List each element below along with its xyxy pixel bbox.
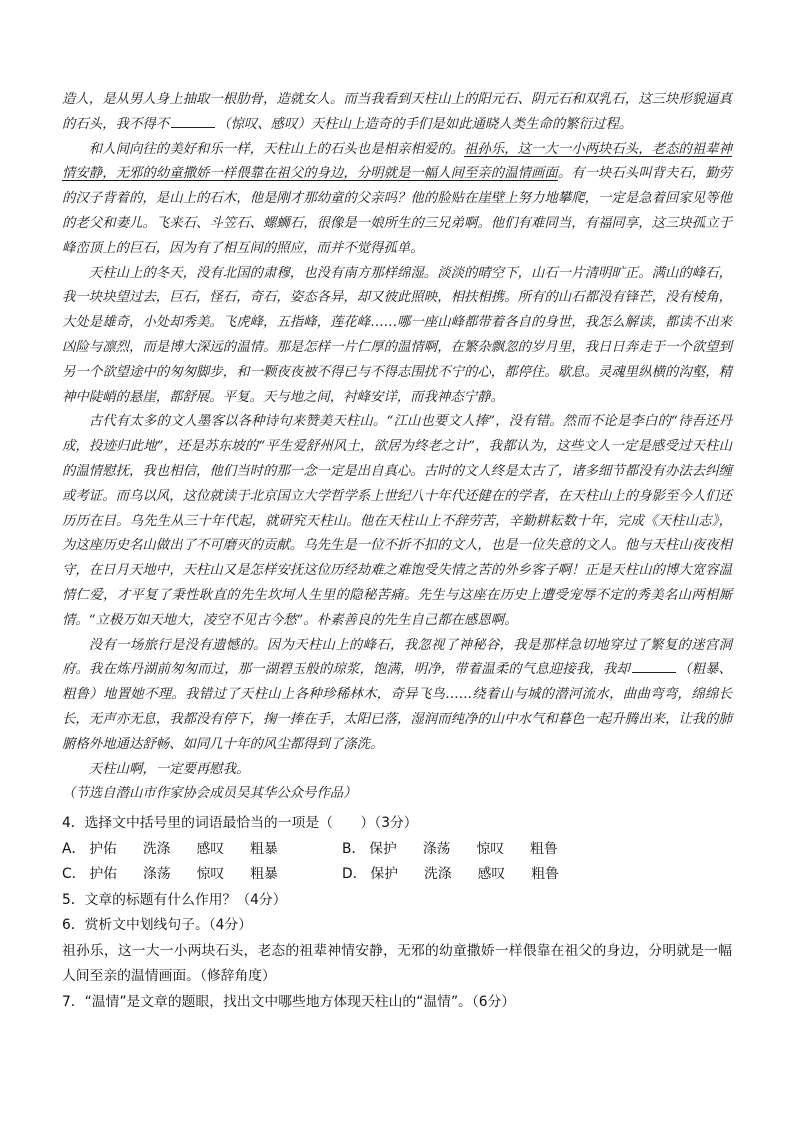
paragraph-4: 古代有太多的文人墨客以各种诗句来赞美天柱山。“江山也要文人捧”，没有错。然而不论是李白的“待吾还丹成，投迹归此地”，还是苏东坡的“平生爱舒州风土，欲居为终老之计”，我都认为，这些文人一定是感受过天柱山的温情慰抚，我也相信，他们当时的那一念一定是出自真心。古时的文人终是太古了，诸多细节都没有办法去纠缠或考证。而乌以风，这位就读于北京国立大学哲学系上世纪八十年代还健在的学者，在天柱山上的身影至今人们还历历在目。乌先生从三十年代起，就研究天柱山。他在天柱山上不辞劳苦，辛勤耕耘数十年，完成《天柱山志》，为这座历史名山做出了不可磨灭的贡献。乌先生是一位不折不扣的文人，也是一位失意的文人。他与天柱山夜夜相守，在日月天地中，天柱山又是怎样安抚这位历经劫难之难饱受失情之苦的外乡客子啊！正是天柱山的博大宽容温情仁爱，才平复了秉性耿直的先生坎坷人生里的隐秘苦痛。先生与这座在历史上遭受宠辱不定的秀美名山两相厮情。“立极万如天地大，凌空不见古今愁”。朴素善良的先生自己都在感恩啊。 <box>62 414 732 628</box>
paragraph-text: 。有一块石头叫背夫石，勤劳的汉子背着的，是山上的石木，他是刚才那幼童的父亲吗？他的脸贴在崖壁上努力地攀爬，一定是急着回家见等他的老父和妻儿。飞来石、斗笠石、螺蛳石，很像是一娘所生的三兄弟啊。他们有难同当，有福同享，这三块孤立于峰峦顶上的巨石，因为有了相互间的照应，而并不觉得孤单。 <box>62 166 733 256</box>
passage <box>62 88 732 807</box>
option-letter: B． <box>342 840 366 857</box>
option-a[interactable] <box>62 837 342 863</box>
option-word: 惊叹 <box>196 866 225 883</box>
question-6: 6．赏析文中划线句子。（4分） <box>62 917 253 934</box>
underlined-sentence: 祖孙乐，这一大一小两块石头，老态的祖辈神情安静，无邪的幼童撒娇一样偎靠在祖父的身边，分明就是一幅人间至亲的温情画面 <box>62 141 733 182</box>
paragraph-text: （粗暴、粗鲁）地置她不理。我错过了天柱山上各种珍稀林木，奇异飞鸟……绕着山与城的潜河流水，曲曲弯弯，绵绵长长，无声亦无息，我都没有停下，掬一捧在手，太阳已落，湿润而纯净的山中水气和暮色一起升腾出来，让我的肺腑格外地通达舒畅、如同几十年的风尘都得到了涤洗。 <box>62 662 733 752</box>
paragraph-2 <box>62 138 732 262</box>
paragraph-text: 和人间向往的美好和乐一样，天柱山上的石头也是相亲相爱的。 <box>88 141 465 157</box>
option-b[interactable] <box>342 837 622 863</box>
answer-blank <box>632 660 676 673</box>
option-letter: C． <box>62 866 86 883</box>
option-letter: A． <box>62 840 86 857</box>
question-5: 5．文章的标题有什么作用？（4分） <box>62 891 287 908</box>
option-word: 感叹 <box>196 840 225 857</box>
options-row-1 <box>62 837 732 863</box>
paragraph-text: （惊叹、感叹）天柱山上造奇的手们是如此通晓人类生命的繁衍过程。 <box>217 116 633 132</box>
paragraph-text: 造人，是从男人身上抽取一根肋骨，造就女人。而当我看到天柱山上的阳元石、阴元石和双乳石，这三块形貌逼真的石头，我不得不 <box>62 92 732 132</box>
option-word: 保护 <box>369 840 397 857</box>
option-letter: D． <box>342 866 367 883</box>
paragraph-1 <box>62 88 732 138</box>
option-word: 涤荡 <box>143 866 171 883</box>
answer-blank <box>171 115 215 128</box>
option-word: 洗涤 <box>142 840 171 857</box>
option-word: 惊叹 <box>476 840 505 857</box>
questions <box>62 811 732 1015</box>
option-word: 洗涤 <box>424 866 452 883</box>
document-page <box>62 88 732 1015</box>
option-word: 感叹 <box>477 866 506 883</box>
option-c[interactable] <box>62 862 342 888</box>
paragraph-text: 没有一场旅行是没有遗憾的。因为天柱山上的峰石，我忽视了神秘谷，我是那样急切地穿过了繁复的迷宫洞府。我在炼丹湖前匆匆而过，那一湖碧玉般的琼浆，饱满，明净，带着温柔的气息迎接我，我却 <box>62 637 732 678</box>
option-word: 护佑 <box>89 866 118 883</box>
question-6-sentence: 祖孙乐，这一大一小两块石头，老态的祖辈神情安静，无邪的幼童撒娇一样偎靠在祖父的身边，分明就是一幅人间至亲的温情画面。（修辞角度） <box>62 942 732 985</box>
option-word: 粗暴 <box>250 840 278 857</box>
source-note: （节选自潜山市作家协会成员吴其华公众号作品） <box>62 786 357 802</box>
paragraph-5 <box>62 634 732 758</box>
option-word: 粗鲁 <box>530 840 558 857</box>
option-word: 涤荡 <box>422 840 451 857</box>
option-word: 保护 <box>370 866 399 883</box>
option-word: 护佑 <box>89 840 117 857</box>
question-4: 4．选择文中括号里的词语最恰当的一项是（ ）（3分） <box>62 815 418 832</box>
paragraph-6: 天柱山啊，一定要再慰我。 <box>88 761 250 777</box>
option-word: 粗鲁 <box>531 866 559 883</box>
question-7: 7．“温情”是文章的题眼，找出文中哪些地方体现天柱山的“温情”。（6分） <box>62 993 516 1010</box>
options-row-2 <box>62 862 732 888</box>
paragraph-3: 天柱山上的冬天，没有北国的肃穆，也没有南方那样绵湿。淡淡的晴空下，山石一片清明旷正。满山的峰石，我一块块望过去，巨石，怪石，奇石，姿态各异，却又彼此照映，相扶相携。所有的山石都没有锋芒，没有棱角，大处是雄奇，小处却秀美。飞虎峰，五指峰，莲花峰……哪一座山峰都带着各自的身世，我怎么解读，都读不出来凶险与凛烈，而是博大深远的温情。那是怎样一片仁厚的温情啊，在繁杂飘忽的岁月里，我日日奔走于一个欲望到另一个欲望途中的匆匆脚步，和一颗夜夜被不得已与不得志围扰不宁的心，都停住。歇息。灵魂里纵横的沟壑，精神中陡峭的悬崖，都舒展。平复。天与地之间，衬峰安详，而我神态宁静。 <box>62 265 732 405</box>
option-word: 粗暴 <box>250 866 278 883</box>
option-d[interactable] <box>342 862 622 888</box>
